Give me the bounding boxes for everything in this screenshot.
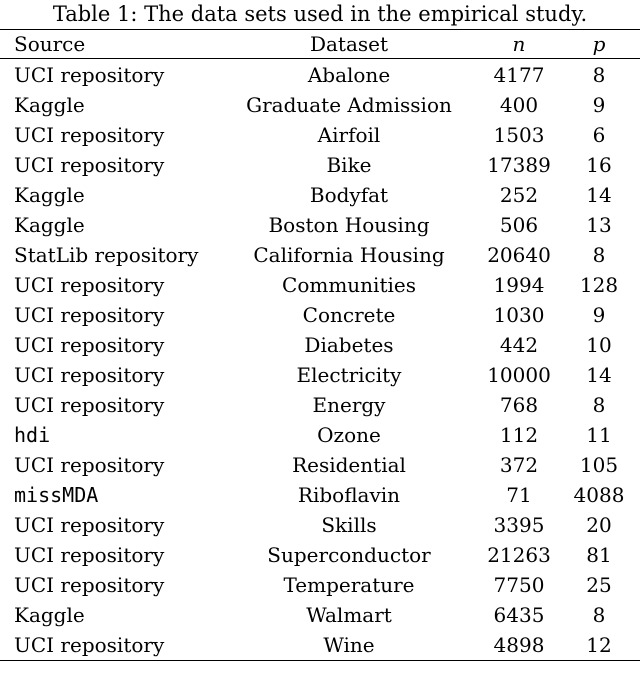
cell-dataset: Concrete — [302, 303, 396, 327]
column-header-source: Source — [0, 30, 218, 59]
table-row — [0, 600, 640, 630]
cell-n: 4177 — [493, 63, 545, 87]
table-row — [0, 120, 640, 150]
cell-p: 128 — [579, 273, 619, 297]
cell-n: 4898 — [493, 633, 545, 657]
table-row — [0, 270, 640, 300]
cell-n: 6435 — [493, 603, 545, 627]
datasets-table — [0, 30, 640, 660]
table-row — [0, 59, 640, 91]
cell-dataset: Riboflavin — [297, 483, 401, 507]
table-row — [0, 360, 640, 390]
cell-source: UCI repository — [14, 273, 165, 297]
cell-p: 10 — [586, 333, 612, 357]
table-row — [0, 570, 640, 600]
cell-p: 105 — [579, 453, 619, 477]
cell-source: UCI repository — [14, 333, 165, 357]
cell-p: 25 — [586, 573, 612, 597]
cell-dataset: Abalone — [307, 63, 391, 87]
cell-source: Kaggle — [14, 603, 85, 627]
cell-p: 6 — [592, 123, 606, 147]
cell-n: 17389 — [487, 153, 551, 177]
cell-source: UCI repository — [14, 153, 165, 177]
cell-source: UCI repository — [14, 633, 165, 657]
cell-n: 7750 — [493, 573, 545, 597]
cell-p: 8 — [592, 243, 606, 267]
table-row — [0, 540, 640, 570]
cell-dataset: Skills — [321, 513, 377, 537]
cell-dataset: Temperature — [283, 573, 415, 597]
column-header-dataset: Dataset — [218, 30, 480, 59]
table-row — [0, 480, 640, 510]
table-row — [0, 510, 640, 540]
cell-dataset: Walmart — [306, 603, 392, 627]
cell-dataset: Boston Housing — [268, 213, 430, 237]
cell-dataset: Electricity — [296, 363, 402, 387]
cell-source: UCI repository — [14, 393, 165, 417]
cell-dataset: Bike — [326, 153, 372, 177]
cell-n: 400 — [499, 93, 539, 117]
cell-dataset: Bodyfat — [309, 183, 389, 207]
table-row — [0, 240, 640, 270]
cell-source: hdi — [14, 423, 51, 447]
cell-dataset: Ozone — [317, 423, 381, 447]
cell-source: Kaggle — [14, 183, 85, 207]
cell-n: 1030 — [493, 303, 545, 327]
table-header-row — [0, 30, 640, 59]
cell-p: 8 — [592, 63, 606, 87]
cell-n: 1994 — [493, 273, 545, 297]
cell-dataset: Airfoil — [317, 123, 381, 147]
table-row — [0, 150, 640, 180]
table-row — [0, 300, 640, 330]
cell-source: UCI repository — [14, 123, 165, 147]
table-row — [0, 180, 640, 210]
cell-n: 71 — [506, 483, 532, 507]
cell-source: missMDA — [14, 483, 99, 507]
cell-n: 21263 — [487, 543, 551, 567]
cell-source: UCI repository — [14, 573, 165, 597]
cell-p: 9 — [592, 93, 606, 117]
cell-source: UCI repository — [14, 363, 165, 387]
cell-dataset: Communities — [282, 273, 416, 297]
table-row — [0, 330, 640, 360]
table-caption: Table 1: The data sets used in the empirical study. — [52, 2, 588, 26]
cell-n: 20640 — [487, 243, 551, 267]
cell-n: 112 — [499, 423, 539, 447]
cell-p: 14 — [586, 363, 612, 387]
cell-n: 3395 — [493, 513, 545, 537]
cell-n: 442 — [499, 333, 539, 357]
column-header-n: n — [480, 30, 558, 59]
cell-p: 9 — [592, 303, 606, 327]
table-row — [0, 210, 640, 240]
cell-p: 4088 — [573, 483, 625, 507]
cell-n: 372 — [499, 453, 539, 477]
cell-p: 14 — [586, 183, 612, 207]
column-header-p: p — [558, 30, 640, 59]
cell-p: 12 — [586, 633, 612, 657]
table-bottom-rule — [0, 660, 640, 661]
cell-dataset: Wine — [323, 633, 375, 657]
table-row — [0, 90, 640, 120]
cell-p: 8 — [592, 603, 606, 627]
cell-n: 506 — [499, 213, 539, 237]
cell-source: UCI repository — [14, 513, 165, 537]
cell-source: UCI repository — [14, 303, 165, 327]
cell-source: StatLib repository — [14, 243, 199, 267]
cell-dataset: Graduate Admission — [246, 93, 452, 117]
cell-n: 10000 — [487, 363, 551, 387]
cell-p: 13 — [586, 213, 612, 237]
cell-dataset: Diabetes — [304, 333, 394, 357]
cell-n: 252 — [499, 183, 539, 207]
cell-dataset: Energy — [312, 393, 386, 417]
cell-source: UCI repository — [14, 453, 165, 477]
cell-dataset: Residential — [292, 453, 406, 477]
table-row — [0, 630, 640, 660]
cell-p: 20 — [586, 513, 612, 537]
table-row — [0, 390, 640, 420]
cell-n: 1503 — [493, 123, 545, 147]
cell-dataset: California Housing — [253, 243, 445, 267]
cell-source: Kaggle — [14, 93, 85, 117]
table-body — [0, 59, 640, 661]
cell-p: 81 — [586, 543, 612, 567]
cell-source: Kaggle — [14, 213, 85, 237]
table-row — [0, 420, 640, 450]
cell-p: 11 — [586, 423, 612, 447]
cell-n: 768 — [499, 393, 539, 417]
table-row — [0, 450, 640, 480]
cell-p: 16 — [586, 153, 612, 177]
cell-source: UCI repository — [14, 543, 165, 567]
cell-source: UCI repository — [14, 63, 165, 87]
cell-dataset: Superconductor — [267, 543, 431, 567]
cell-p: 8 — [592, 393, 606, 417]
